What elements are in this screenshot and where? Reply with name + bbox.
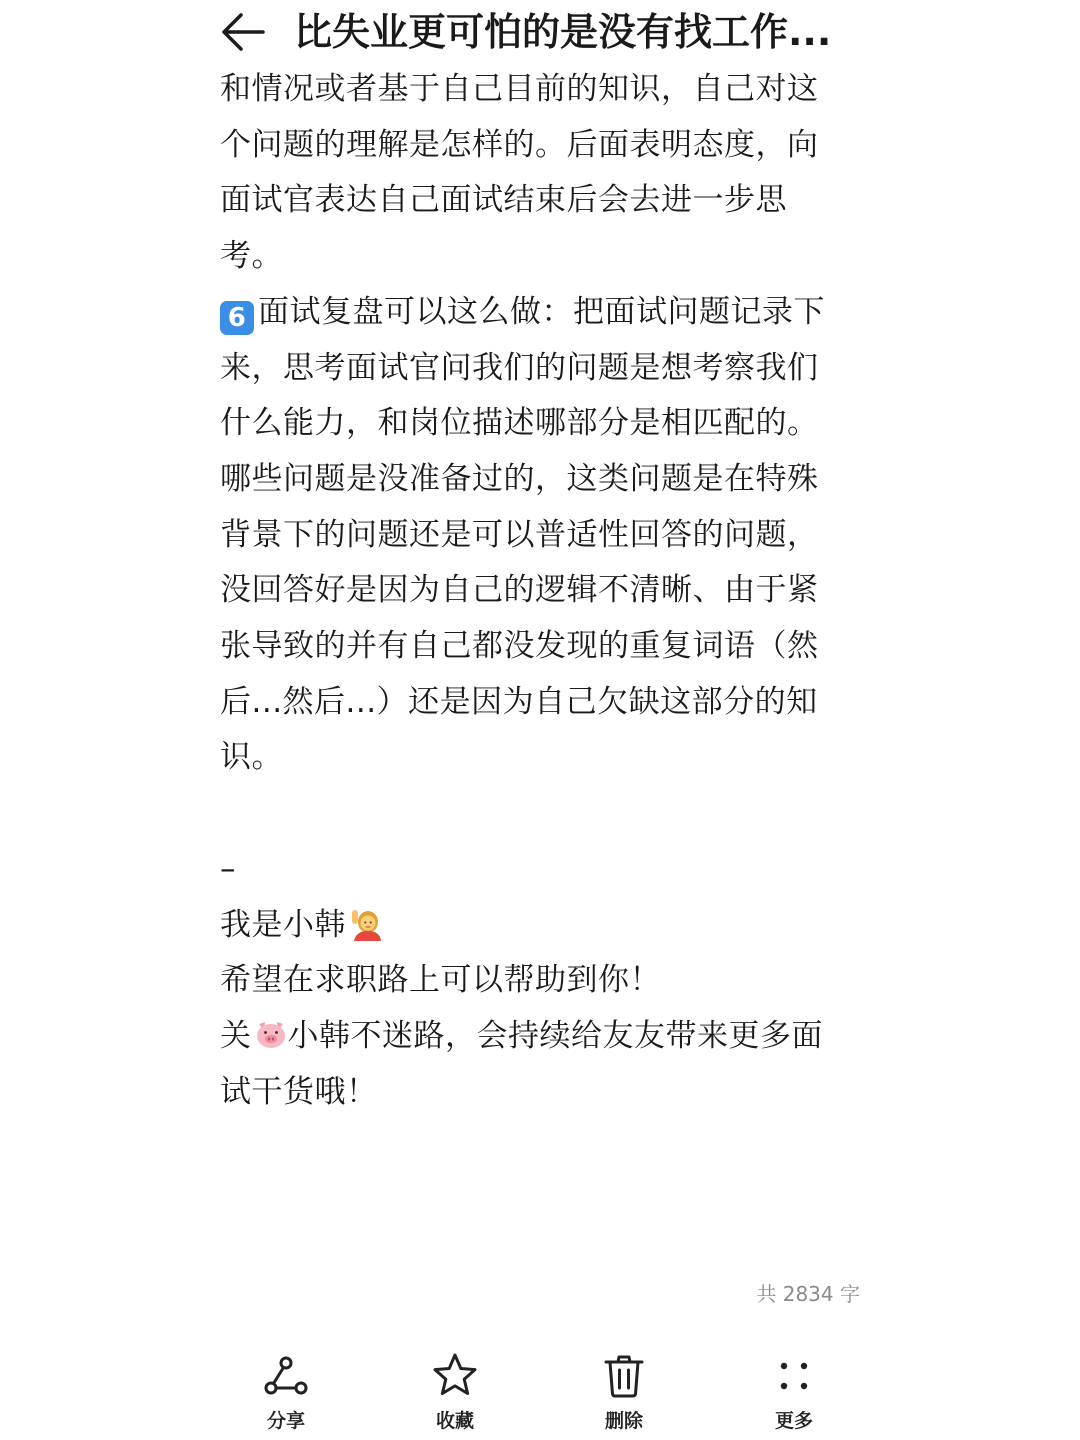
woman-raising-hand-emoji bbox=[348, 907, 382, 941]
share-label: 分享 bbox=[266, 1410, 305, 1432]
text-line: 没回答好是因为自己的逻辑不清晰、由于紧 bbox=[220, 572, 819, 609]
intro-text: 我是小韩 bbox=[220, 906, 346, 943]
share-button[interactable] bbox=[226, 1350, 346, 1440]
wish-line: 希望在求职路上可以帮助到你！ bbox=[220, 962, 661, 999]
favorite-label: 收藏 bbox=[435, 1410, 474, 1432]
trash-icon bbox=[598, 1350, 650, 1402]
dash-separator: – bbox=[220, 850, 236, 887]
text-line: 和情况或者基于自己目前的知识，自己对这 bbox=[220, 71, 819, 107]
bottom-toolbar bbox=[0, 1350, 1080, 1440]
follow-text: 小韩不迷路，会持续给友友带来更多面 bbox=[287, 1017, 823, 1054]
back-button[interactable] bbox=[212, 6, 272, 58]
more-label: 更多 bbox=[774, 1410, 813, 1432]
text-line: 后...然后...）还是因为自己欠缺这部分的知 bbox=[220, 683, 818, 720]
text-line: 什么能力，和岗位描述哪部分是相匹配的。 bbox=[220, 405, 819, 442]
text-line: 个问题的理解是怎样的。后面表明态度，向 bbox=[220, 126, 819, 163]
point-6-text: 面试复盘可以这么做：把面试问题记录下 bbox=[258, 293, 825, 330]
favorite-button[interactable] bbox=[395, 1350, 515, 1440]
pig-face-emoji bbox=[254, 1018, 288, 1052]
word-count: 共 2834 字 bbox=[756, 1282, 860, 1306]
blank-line bbox=[220, 786, 860, 842]
follow-prefix: 关 bbox=[220, 1017, 252, 1054]
intro-line bbox=[220, 898, 860, 954]
top-bar bbox=[0, 0, 1080, 70]
text-line: 识。 bbox=[220, 739, 283, 776]
more-dots-icon bbox=[768, 1350, 820, 1402]
text-line: 哪些问题是没准备过的，这类问题是在特殊 bbox=[220, 460, 819, 497]
star-icon bbox=[429, 1350, 481, 1402]
text-line: 考。 bbox=[220, 238, 283, 275]
text-line: 来，思考面试官问我们的问题是想考察我们 bbox=[220, 349, 819, 386]
arrow-left-icon bbox=[219, 12, 265, 52]
keycap-6-emoji: 6 bbox=[220, 301, 254, 335]
text-line: 面试官表达自己面试结束后会去进一步思 bbox=[220, 182, 787, 219]
delete-button[interactable] bbox=[564, 1350, 684, 1440]
share-icon bbox=[260, 1350, 312, 1402]
point-6-heading bbox=[220, 285, 860, 341]
follow-line bbox=[220, 1009, 860, 1065]
note-content[interactable] bbox=[220, 68, 860, 1248]
text-line: 张导致的并有自己都没发现的重复词语（然 bbox=[220, 628, 819, 665]
follow-line-2: 试干货哦！ bbox=[220, 1073, 378, 1110]
more-button[interactable] bbox=[734, 1350, 854, 1440]
text-line: 背景下的问题还是可以普适性回答的问题， bbox=[220, 516, 819, 553]
delete-label: 删除 bbox=[604, 1410, 643, 1432]
page-title: 比失业更可怕的是没有找工作... bbox=[294, 10, 832, 54]
